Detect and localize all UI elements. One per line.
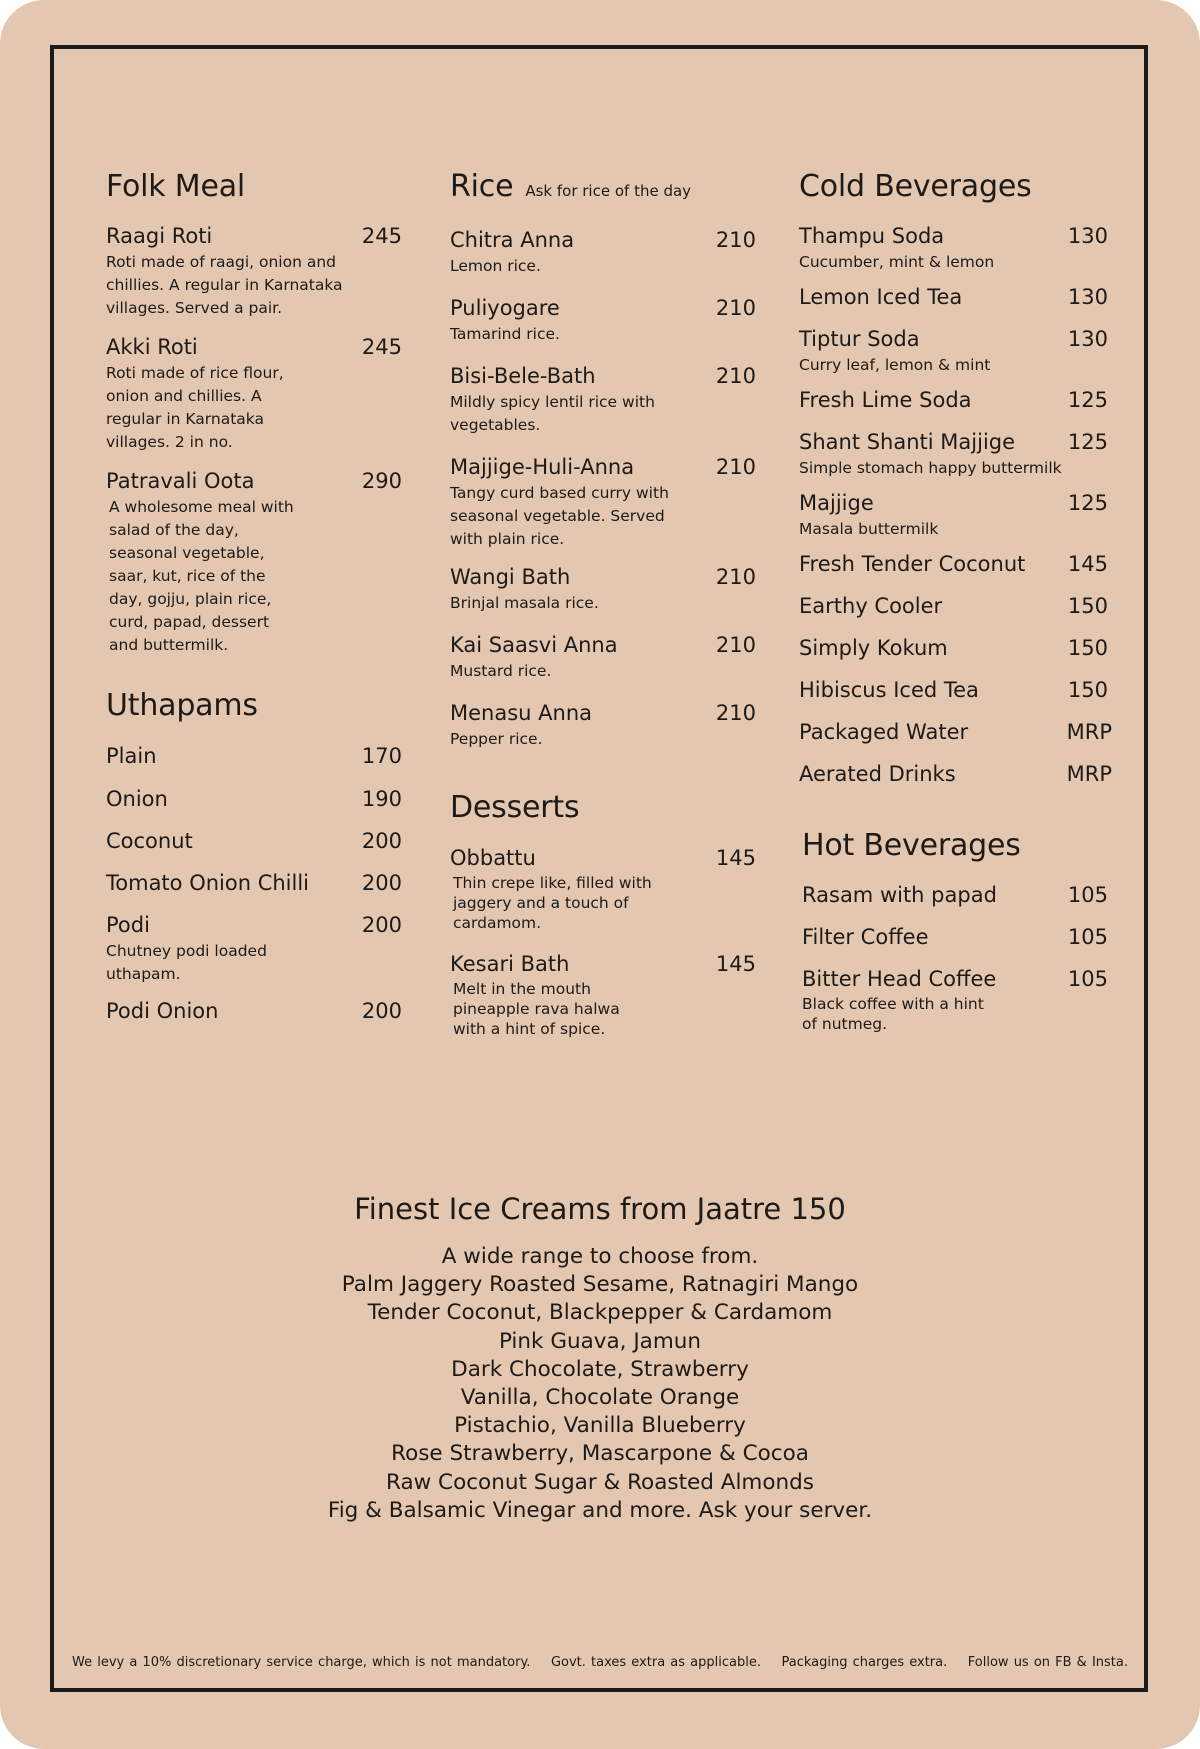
item-price: 130 <box>1067 327 1108 351</box>
menu-item <box>106 911 402 986</box>
menu-item <box>799 718 1112 746</box>
menu-item <box>450 950 756 1039</box>
ice-cream-title: Finest Ice Creams from Jaatre 150 <box>354 1192 846 1226</box>
item-name: Earthy Cooler <box>799 594 943 618</box>
menu-item <box>799 325 1108 377</box>
item-description: Black coffee with a hint of nutmeg. <box>802 995 984 1033</box>
item-price: 145 <box>715 952 756 976</box>
ice-cream-line: Vanilla, Chocolate Orange <box>460 1385 740 1411</box>
footer-note: We levy a 10% discretionary service charge, which is not mandatory. Govt. taxes extra as applicable. Packaging charges extra. Follow us on FB & Insta. <box>71 1655 1128 1670</box>
item-price: 125 <box>1067 388 1108 412</box>
menu-item <box>106 827 402 855</box>
item-name: Wangi Bath <box>450 565 571 589</box>
item-price: 200 <box>361 829 402 853</box>
ice-cream-line: Tender Coconut, Blackpepper & Cardamom <box>367 1300 833 1326</box>
item-description: Tangy curd based curry with seasonal vegetable. Served with plain rice. <box>450 484 669 548</box>
item-name: Puliyogare <box>450 296 560 320</box>
section-title-cold-beverages: Cold Beverages <box>799 169 1032 204</box>
item-name: Patravali Oota <box>106 469 255 493</box>
menu-item <box>799 965 1108 1034</box>
menu-item <box>450 453 756 551</box>
item-price: MRP <box>1066 720 1112 744</box>
item-price: 150 <box>1067 594 1108 618</box>
menu-item <box>450 226 756 278</box>
ice-cream-line: Dark Chocolate, Strawberry <box>451 1356 749 1382</box>
menu-item <box>106 869 402 897</box>
item-price: 130 <box>1067 224 1108 248</box>
item-price: 150 <box>1067 636 1108 660</box>
item-price: 105 <box>1067 883 1108 907</box>
ice-cream-line: Palm Jaggery Roasted Sesame, Ratnagiri Mango <box>341 1272 859 1298</box>
item-price: 130 <box>1067 285 1108 309</box>
item-price: 170 <box>361 744 402 768</box>
item-name: Kesari Bath <box>450 952 570 976</box>
menu-item <box>799 428 1108 480</box>
item-description: Chutney podi loaded uthapam. <box>106 942 267 983</box>
menu-item <box>106 222 402 320</box>
item-name: Kai Saasvi Anna <box>450 633 618 657</box>
item-price: 200 <box>361 913 402 937</box>
item-price: 200 <box>361 999 402 1023</box>
item-price: 245 <box>361 335 402 359</box>
item-description: Melt in the mouth pineapple rava halwa with a hint of spice. <box>453 980 620 1038</box>
menu-item <box>450 699 756 751</box>
ice-cream-flavours <box>100 1243 1100 1525</box>
item-name: Coconut <box>106 829 193 853</box>
ice-cream-line: Rose Strawberry, Mascarpone & Cocoa <box>391 1441 809 1467</box>
item-name: Chitra Anna <box>450 228 575 252</box>
item-name: Packaged Water <box>799 720 969 744</box>
ice-cream-line: Raw Coconut Sugar & Roasted Almonds <box>386 1469 814 1495</box>
item-price: 245 <box>361 224 402 248</box>
item-name: Onion <box>106 787 168 811</box>
item-price: 210 <box>715 565 756 589</box>
menu-item <box>450 631 756 683</box>
menu-item <box>799 634 1108 662</box>
item-price: 145 <box>1067 552 1108 576</box>
item-price: 145 <box>715 846 756 870</box>
item-name: Shant Shanti Majjige <box>799 430 1016 454</box>
item-description: Thin crepe like, filled with jaggery and a touch of cardamom. <box>453 874 652 932</box>
item-name: Fresh Tender Coconut <box>799 552 1026 576</box>
item-name: Hibiscus Iced Tea <box>799 678 979 702</box>
item-price: 200 <box>361 871 402 895</box>
item-description: A wholesome meal with salad of the day, seasonal vegetable, saar, kut, rice of the day, gojju, plain rice, curd, papad, dessert and buttermilk. <box>109 498 294 654</box>
item-name: Simply Kokum <box>799 636 948 660</box>
item-name: Tomato Onion Chilli <box>106 871 310 895</box>
menu-item <box>799 550 1108 578</box>
item-name: Rasam with papad <box>802 883 997 907</box>
item-price: 105 <box>1067 925 1108 949</box>
menu-item <box>450 844 756 933</box>
rice-title: Rice <box>450 169 514 204</box>
menu-item <box>799 592 1108 620</box>
item-price: 190 <box>361 787 402 811</box>
menu-item <box>106 467 402 657</box>
menu-item <box>799 386 1108 414</box>
menu-item <box>106 785 402 813</box>
item-description: Brinjal masala rice. <box>450 594 599 612</box>
item-price: 210 <box>715 228 756 252</box>
item-name: Majjige-Huli-Anna <box>450 455 635 479</box>
item-name: Bitter Head Coffee <box>802 967 997 991</box>
item-name: Bisi-Bele-Bath <box>450 364 596 388</box>
ice-cream-line: A wide range to choose from. <box>441 1244 759 1269</box>
menu-item <box>799 283 1108 311</box>
item-name: Filter Coffee <box>802 925 929 949</box>
menu-item <box>799 760 1112 788</box>
ice-cream-line: Pistachio, Vanilla Blueberry <box>454 1413 746 1439</box>
menu-item <box>799 676 1108 704</box>
item-price: MRP <box>1066 762 1112 786</box>
item-price: 125 <box>1067 491 1108 515</box>
section-title-rice <box>450 165 756 213</box>
item-description: Simple stomach happy buttermilk <box>799 459 1062 477</box>
section-title-desserts: Desserts <box>450 790 580 825</box>
item-name: Plain <box>106 744 157 768</box>
item-name: Obbattu <box>450 846 536 870</box>
item-price: 290 <box>361 469 402 493</box>
item-name: Podi Onion <box>106 999 219 1023</box>
ice-cream-section <box>100 1187 1100 1525</box>
section-title-folk-meal: Folk Meal <box>106 169 246 204</box>
menu-item <box>450 294 756 346</box>
menu-item <box>450 563 756 615</box>
item-description: Mildly spicy lentil rice with vegetables. <box>450 393 655 434</box>
rice-note: Ask for rice of the day <box>525 182 692 200</box>
item-description: Cucumber, mint & lemon <box>799 253 995 271</box>
menu-item <box>450 362 756 437</box>
menu-item <box>799 923 1108 951</box>
item-price: 105 <box>1067 967 1108 991</box>
item-description: Masala buttermilk <box>799 520 939 538</box>
item-name: Thampu Soda <box>799 224 945 248</box>
item-name: Fresh Lime Soda <box>799 388 972 412</box>
column-left <box>106 165 402 1025</box>
menu-item <box>799 489 1108 541</box>
item-price: 210 <box>715 296 756 320</box>
item-name: Tiptur Soda <box>799 327 920 351</box>
item-name: Akki Roti <box>106 335 198 359</box>
ice-cream-line: Pink Guava, Jamun <box>498 1328 702 1354</box>
item-price: 210 <box>715 633 756 657</box>
menu-item <box>799 222 1108 274</box>
item-description: Roti made of rice flour, onion and chillies. A regular in Karnataka villages. 2 in no. <box>106 364 284 451</box>
menu-item <box>106 997 402 1025</box>
item-price: 210 <box>715 455 756 479</box>
item-description: Roti made of raagi, onion and chillies. A regular in Karnataka villages. Served a pair. <box>106 253 343 317</box>
item-price: 150 <box>1067 678 1108 702</box>
item-description: Curry leaf, lemon & mint <box>799 356 991 374</box>
item-price: 210 <box>715 701 756 725</box>
item-name: Aerated Drinks <box>799 762 956 786</box>
item-name: Lemon Iced Tea <box>799 285 963 309</box>
item-price: 125 <box>1067 430 1108 454</box>
item-name: Podi <box>106 913 150 937</box>
column-right <box>799 165 1112 1034</box>
item-name: Menasu Anna <box>450 701 592 725</box>
menu-item <box>106 742 402 770</box>
item-name: Raagi Roti <box>106 224 213 248</box>
menu-item <box>106 333 402 454</box>
item-name: Majjige <box>799 491 874 515</box>
menu-item <box>799 881 1108 909</box>
item-description: Pepper rice. <box>450 730 543 748</box>
item-description: Lemon rice. <box>450 257 541 275</box>
item-description: Tamarind rice. <box>450 325 560 343</box>
item-description: Mustard rice. <box>450 662 552 680</box>
column-middle <box>450 165 756 1039</box>
section-title-uthapams: Uthapams <box>106 688 258 723</box>
ice-cream-line: Fig & Balsamic Vinegar and more. Ask your server. <box>327 1497 873 1523</box>
item-price: 210 <box>715 364 756 388</box>
section-title-hot-beverages: Hot Beverages <box>802 828 1021 863</box>
